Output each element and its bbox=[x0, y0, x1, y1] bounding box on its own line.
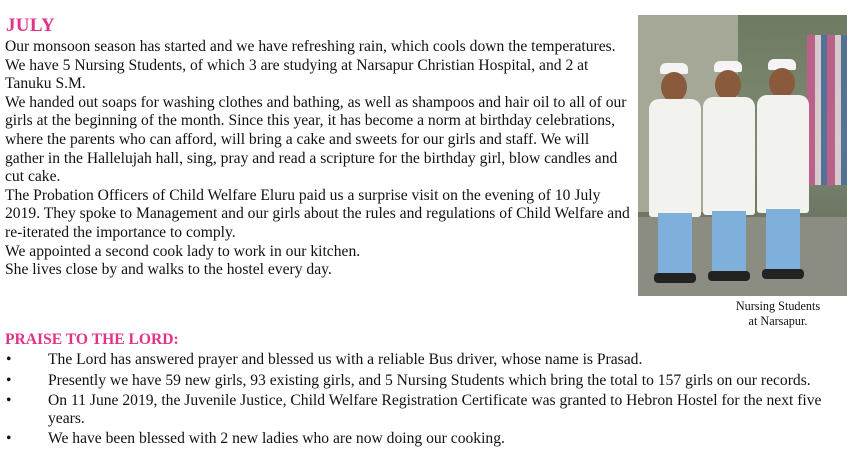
paragraph-soaps-birthdays: We handed out soaps for washing clothes and bathing, as well as shampoos and hair oil to all of our girls at the beginning of the month. Since this year, it has become a norm at birthday celebrations, where the parents who can afford, will bring a cake and sweets for our girls and staff. We will gather in the Hallelujah hall, sing, pray and read a scripture for the birthday girl, blow candles and cut cake. bbox=[5, 93, 627, 186]
praise-item-girl-count: • Presently we have 59 new girls, 93 existing girls, and 5 Nursing Students which bring the total to 157 girls on our records. bbox=[5, 372, 845, 390]
paragraph-probation-visit: The Probation Officers of Child Welfare Eluru paid us a surprise visit on the evening of 10 July 2019. They spoke to Management and our girls about the rules and regulations of Child Welfare and re-iterated the importance to comply. bbox=[5, 186, 630, 241]
july-report-body bbox=[5, 38, 630, 280]
paragraph-cook-lives-close: She lives close by and walks to the hostel every day. bbox=[5, 261, 332, 279]
paragraph-cook-appointed: We appointed a second cook lady to work in our kitchen. bbox=[5, 242, 361, 260]
nurse-figure-left bbox=[646, 63, 704, 293]
praise-list bbox=[5, 351, 845, 451]
praise-item-certificate: • On 11 June 2019, the Juvenile Justice, Child Welfare Registration Certificate was granted to Hebron Hostel for the next five years. bbox=[5, 392, 845, 427]
praise-heading: PRAISE TO THE LORD: bbox=[5, 331, 179, 348]
photo-caption-line2: at Narsapur. bbox=[748, 314, 808, 328]
paragraph-nursing-students: We have 5 Nursing Students, of which 3 are studying at Narsapur Christian Hospital, and 2 at Tanuku S.M. bbox=[5, 56, 589, 93]
nurse-figure-right bbox=[754, 59, 812, 289]
photo-caption-line1: Nursing Students bbox=[735, 299, 821, 313]
nurse-figure-middle bbox=[700, 61, 758, 291]
photo-caption bbox=[708, 299, 848, 329]
paragraph-monsoon: Our monsoon season has started and we have refreshing rain, which cools down the temperatures. bbox=[5, 38, 616, 55]
praise-item-new-cooks: • We have been blessed with 2 new ladies who are now doing our cooking. bbox=[5, 430, 845, 448]
month-heading: JULY bbox=[6, 15, 56, 36]
photo-hanging-laundry bbox=[807, 35, 847, 185]
nursing-students-photo bbox=[638, 15, 847, 296]
praise-item-bus-driver: • The Lord has answered prayer and blessed us with a reliable Bus driver, whose name is Prasad. bbox=[5, 351, 845, 369]
